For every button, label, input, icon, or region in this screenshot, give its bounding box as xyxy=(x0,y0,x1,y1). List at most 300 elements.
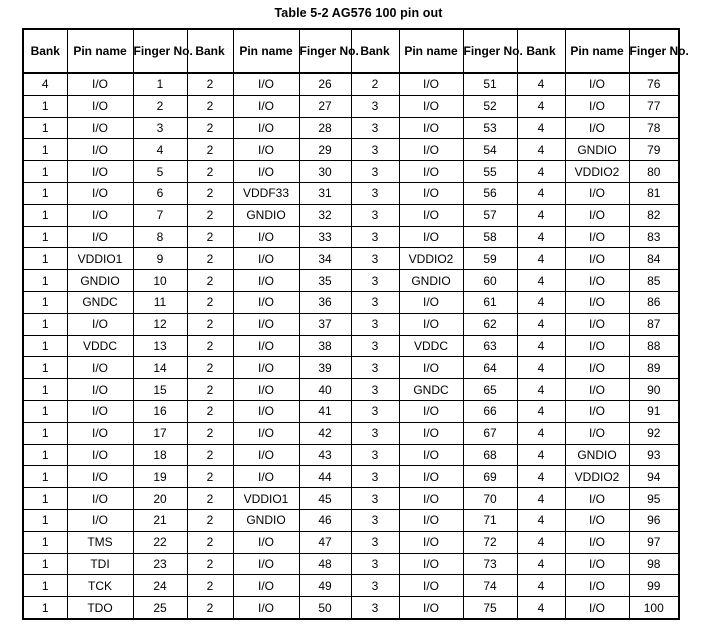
cell-bank: 4 xyxy=(517,531,565,553)
cell-pin-name: I/O xyxy=(565,335,629,357)
cell-finger-no: 23 xyxy=(133,553,187,575)
cell-pin-name: I/O xyxy=(233,117,299,139)
cell-finger-no: 41 xyxy=(299,400,351,422)
cell-finger-no: 10 xyxy=(133,270,187,292)
cell-finger-no: 63 xyxy=(463,335,517,357)
cell-pin-name: I/O xyxy=(67,422,133,444)
cell-pin-name: I/O xyxy=(67,73,133,95)
cell-finger-no: 32 xyxy=(299,204,351,226)
cell-bank: 3 xyxy=(351,161,399,183)
cell-bank: 3 xyxy=(351,575,399,597)
table-row xyxy=(23,291,679,313)
cell-finger-no: 50 xyxy=(299,597,351,619)
cell-finger-no: 98 xyxy=(629,553,679,575)
header-pin-name: Pin name xyxy=(565,29,629,73)
cell-bank: 2 xyxy=(187,313,233,335)
table-row xyxy=(23,182,679,204)
table-row xyxy=(23,73,679,95)
cell-pin-name: I/O xyxy=(565,117,629,139)
cell-pin-name: GNDIO xyxy=(233,509,299,531)
cell-finger-no: 54 xyxy=(463,139,517,161)
cell-bank: 1 xyxy=(23,335,67,357)
cell-pin-name: I/O xyxy=(67,488,133,510)
cell-bank: 4 xyxy=(23,73,67,95)
cell-pin-name: I/O xyxy=(565,509,629,531)
cell-pin-name: I/O xyxy=(233,313,299,335)
cell-bank: 2 xyxy=(187,95,233,117)
cell-pin-name: VDDIO2 xyxy=(565,161,629,183)
cell-bank: 4 xyxy=(517,204,565,226)
cell-bank: 2 xyxy=(187,553,233,575)
cell-bank: 2 xyxy=(187,335,233,357)
cell-bank: 4 xyxy=(517,161,565,183)
cell-pin-name: I/O xyxy=(233,531,299,553)
cell-bank: 1 xyxy=(23,313,67,335)
cell-pin-name: I/O xyxy=(565,400,629,422)
table-row xyxy=(23,466,679,488)
cell-finger-no: 51 xyxy=(463,73,517,95)
cell-bank: 3 xyxy=(351,597,399,619)
cell-finger-no: 57 xyxy=(463,204,517,226)
cell-pin-name: TDI xyxy=(67,553,133,575)
cell-finger-no: 6 xyxy=(133,182,187,204)
cell-bank: 3 xyxy=(351,248,399,270)
cell-pin-name: GNDIO xyxy=(67,270,133,292)
cell-pin-name: I/O xyxy=(565,313,629,335)
cell-bank: 2 xyxy=(187,357,233,379)
table-row xyxy=(23,509,679,531)
cell-pin-name: I/O xyxy=(399,73,463,95)
cell-pin-name: I/O xyxy=(233,139,299,161)
cell-bank: 2 xyxy=(187,597,233,619)
cell-pin-name: I/O xyxy=(233,73,299,95)
cell-pin-name: GNDIO xyxy=(399,270,463,292)
cell-finger-no: 56 xyxy=(463,182,517,204)
cell-bank: 4 xyxy=(517,270,565,292)
cell-pin-name: TDO xyxy=(67,597,133,619)
cell-finger-no: 82 xyxy=(629,204,679,226)
cell-bank: 4 xyxy=(517,379,565,401)
header-bank: Bank xyxy=(517,29,565,73)
cell-finger-no: 85 xyxy=(629,270,679,292)
table-row xyxy=(23,161,679,183)
header-pin-name: Pin name xyxy=(399,29,463,73)
cell-bank: 3 xyxy=(351,139,399,161)
cell-bank: 1 xyxy=(23,488,67,510)
cell-bank: 1 xyxy=(23,117,67,139)
cell-bank: 3 xyxy=(351,204,399,226)
cell-pin-name: I/O xyxy=(67,509,133,531)
cell-bank: 1 xyxy=(23,509,67,531)
cell-pin-name: GNDIO xyxy=(565,444,629,466)
cell-finger-no: 40 xyxy=(299,379,351,401)
cell-bank: 3 xyxy=(351,422,399,444)
cell-bank: 1 xyxy=(23,531,67,553)
cell-bank: 2 xyxy=(187,466,233,488)
cell-bank: 4 xyxy=(517,248,565,270)
cell-finger-no: 48 xyxy=(299,553,351,575)
cell-finger-no: 92 xyxy=(629,422,679,444)
cell-pin-name: I/O xyxy=(399,204,463,226)
cell-bank: 2 xyxy=(187,444,233,466)
table-row xyxy=(23,117,679,139)
cell-pin-name: I/O xyxy=(67,161,133,183)
cell-pin-name: I/O xyxy=(233,575,299,597)
header-finger-no: Finger No. xyxy=(629,29,679,73)
header-pin-name: Pin name xyxy=(67,29,133,73)
cell-finger-no: 4 xyxy=(133,139,187,161)
cell-pin-name: I/O xyxy=(233,291,299,313)
cell-pin-name: I/O xyxy=(399,182,463,204)
table-row xyxy=(23,313,679,335)
cell-pin-name: I/O xyxy=(67,226,133,248)
cell-pin-name: I/O xyxy=(565,357,629,379)
cell-bank: 2 xyxy=(187,575,233,597)
cell-bank: 1 xyxy=(23,379,67,401)
cell-bank: 3 xyxy=(351,531,399,553)
cell-finger-no: 45 xyxy=(299,488,351,510)
cell-pin-name: I/O xyxy=(565,248,629,270)
cell-bank: 1 xyxy=(23,270,67,292)
cell-bank: 2 xyxy=(187,182,233,204)
cell-bank: 1 xyxy=(23,357,67,379)
cell-pin-name: I/O xyxy=(67,466,133,488)
cell-bank: 4 xyxy=(517,400,565,422)
table-row xyxy=(23,335,679,357)
cell-finger-no: 20 xyxy=(133,488,187,510)
cell-finger-no: 99 xyxy=(629,575,679,597)
cell-pin-name: I/O xyxy=(565,531,629,553)
cell-finger-no: 36 xyxy=(299,291,351,313)
cell-finger-no: 96 xyxy=(629,509,679,531)
cell-pin-name: I/O xyxy=(565,488,629,510)
cell-bank: 1 xyxy=(23,400,67,422)
cell-finger-no: 11 xyxy=(133,291,187,313)
cell-pin-name: I/O xyxy=(67,204,133,226)
cell-finger-no: 83 xyxy=(629,226,679,248)
cell-pin-name: I/O xyxy=(233,444,299,466)
table-body xyxy=(23,73,679,619)
cell-bank: 1 xyxy=(23,291,67,313)
cell-pin-name: GNDIO xyxy=(565,139,629,161)
cell-pin-name: I/O xyxy=(67,117,133,139)
cell-finger-no: 72 xyxy=(463,531,517,553)
cell-bank: 3 xyxy=(351,444,399,466)
cell-pin-name: I/O xyxy=(233,357,299,379)
cell-bank: 4 xyxy=(517,335,565,357)
cell-finger-no: 26 xyxy=(299,73,351,95)
cell-bank: 3 xyxy=(351,357,399,379)
cell-finger-no: 38 xyxy=(299,335,351,357)
cell-pin-name: I/O xyxy=(399,95,463,117)
cell-bank: 4 xyxy=(517,357,565,379)
cell-bank: 4 xyxy=(517,73,565,95)
cell-pin-name: I/O xyxy=(565,379,629,401)
cell-bank: 4 xyxy=(517,117,565,139)
cell-finger-no: 74 xyxy=(463,575,517,597)
cell-finger-no: 97 xyxy=(629,531,679,553)
cell-pin-name: I/O xyxy=(399,357,463,379)
cell-bank: 3 xyxy=(351,335,399,357)
header-finger-no: Finger No. xyxy=(299,29,351,73)
cell-finger-no: 21 xyxy=(133,509,187,531)
cell-bank: 3 xyxy=(351,379,399,401)
cell-bank: 2 xyxy=(187,400,233,422)
cell-finger-no: 47 xyxy=(299,531,351,553)
cell-pin-name: I/O xyxy=(399,531,463,553)
header-pin-name: Pin name xyxy=(233,29,299,73)
cell-bank: 2 xyxy=(187,531,233,553)
cell-pin-name: GNDIO xyxy=(233,204,299,226)
cell-finger-no: 70 xyxy=(463,488,517,510)
cell-bank: 4 xyxy=(517,575,565,597)
cell-bank: 2 xyxy=(187,139,233,161)
cell-pin-name: VDDC xyxy=(399,335,463,357)
cell-finger-no: 87 xyxy=(629,313,679,335)
cell-finger-no: 69 xyxy=(463,466,517,488)
cell-pin-name: GNDC xyxy=(67,291,133,313)
cell-pin-name: I/O xyxy=(399,161,463,183)
cell-finger-no: 25 xyxy=(133,597,187,619)
cell-bank: 3 xyxy=(351,466,399,488)
cell-pin-name: I/O xyxy=(399,226,463,248)
cell-pin-name: I/O xyxy=(67,95,133,117)
cell-pin-name: GNDC xyxy=(399,379,463,401)
cell-pin-name: I/O xyxy=(233,226,299,248)
cell-pin-name: I/O xyxy=(233,248,299,270)
cell-pin-name: I/O xyxy=(67,139,133,161)
cell-bank: 4 xyxy=(517,291,565,313)
cell-finger-no: 100 xyxy=(629,597,679,619)
cell-finger-no: 39 xyxy=(299,357,351,379)
cell-finger-no: 66 xyxy=(463,400,517,422)
cell-finger-no: 53 xyxy=(463,117,517,139)
cell-pin-name: I/O xyxy=(233,466,299,488)
cell-pin-name: VDDIO2 xyxy=(565,466,629,488)
cell-finger-no: 42 xyxy=(299,422,351,444)
cell-pin-name: I/O xyxy=(233,379,299,401)
cell-bank: 1 xyxy=(23,466,67,488)
cell-finger-no: 5 xyxy=(133,161,187,183)
cell-bank: 2 xyxy=(187,226,233,248)
table-row xyxy=(23,204,679,226)
cell-pin-name: I/O xyxy=(399,139,463,161)
cell-pin-name: I/O xyxy=(399,597,463,619)
cell-finger-no: 14 xyxy=(133,357,187,379)
cell-finger-no: 24 xyxy=(133,575,187,597)
cell-pin-name: I/O xyxy=(565,204,629,226)
cell-bank: 3 xyxy=(351,270,399,292)
cell-finger-no: 46 xyxy=(299,509,351,531)
table-row xyxy=(23,488,679,510)
cell-pin-name: I/O xyxy=(233,553,299,575)
cell-pin-name: I/O xyxy=(399,422,463,444)
cell-finger-no: 64 xyxy=(463,357,517,379)
cell-finger-no: 16 xyxy=(133,400,187,422)
cell-finger-no: 55 xyxy=(463,161,517,183)
cell-bank: 3 xyxy=(351,291,399,313)
cell-finger-no: 29 xyxy=(299,139,351,161)
cell-finger-no: 95 xyxy=(629,488,679,510)
cell-pin-name: I/O xyxy=(233,597,299,619)
table-row xyxy=(23,422,679,444)
cell-pin-name: I/O xyxy=(233,335,299,357)
cell-finger-no: 58 xyxy=(463,226,517,248)
cell-finger-no: 15 xyxy=(133,379,187,401)
cell-bank: 1 xyxy=(23,553,67,575)
cell-pin-name: I/O xyxy=(399,575,463,597)
cell-bank: 4 xyxy=(517,422,565,444)
cell-finger-no: 75 xyxy=(463,597,517,619)
cell-finger-no: 89 xyxy=(629,357,679,379)
cell-pin-name: I/O xyxy=(67,357,133,379)
cell-bank: 4 xyxy=(517,226,565,248)
cell-finger-no: 27 xyxy=(299,95,351,117)
cell-bank: 1 xyxy=(23,161,67,183)
cell-bank: 3 xyxy=(351,226,399,248)
cell-bank: 3 xyxy=(351,117,399,139)
cell-pin-name: I/O xyxy=(565,575,629,597)
cell-finger-no: 73 xyxy=(463,553,517,575)
cell-bank: 3 xyxy=(351,400,399,422)
cell-pin-name: I/O xyxy=(233,270,299,292)
cell-bank: 1 xyxy=(23,422,67,444)
cell-finger-no: 8 xyxy=(133,226,187,248)
cell-bank: 3 xyxy=(351,488,399,510)
cell-pin-name: I/O xyxy=(399,553,463,575)
cell-pin-name: I/O xyxy=(565,226,629,248)
cell-finger-no: 9 xyxy=(133,248,187,270)
cell-finger-no: 62 xyxy=(463,313,517,335)
cell-pin-name: I/O xyxy=(565,73,629,95)
cell-finger-no: 52 xyxy=(463,95,517,117)
cell-finger-no: 94 xyxy=(629,466,679,488)
cell-finger-no: 7 xyxy=(133,204,187,226)
cell-bank: 1 xyxy=(23,95,67,117)
cell-finger-no: 68 xyxy=(463,444,517,466)
cell-bank: 4 xyxy=(517,553,565,575)
cell-pin-name: I/O xyxy=(399,466,463,488)
cell-bank: 2 xyxy=(187,204,233,226)
cell-finger-no: 86 xyxy=(629,291,679,313)
cell-bank: 2 xyxy=(187,422,233,444)
cell-finger-no: 77 xyxy=(629,95,679,117)
cell-bank: 4 xyxy=(517,139,565,161)
cell-finger-no: 71 xyxy=(463,509,517,531)
cell-pin-name: I/O xyxy=(233,422,299,444)
cell-bank: 2 xyxy=(187,270,233,292)
cell-pin-name: I/O xyxy=(399,117,463,139)
cell-pin-name: I/O xyxy=(399,509,463,531)
cell-bank: 1 xyxy=(23,248,67,270)
cell-finger-no: 12 xyxy=(133,313,187,335)
cell-finger-no: 2 xyxy=(133,95,187,117)
cell-pin-name: I/O xyxy=(399,291,463,313)
cell-finger-no: 30 xyxy=(299,161,351,183)
cell-bank: 2 xyxy=(187,117,233,139)
cell-pin-name: I/O xyxy=(565,95,629,117)
cell-pin-name: I/O xyxy=(67,444,133,466)
table-row xyxy=(23,248,679,270)
cell-bank: 1 xyxy=(23,597,67,619)
cell-bank: 3 xyxy=(351,313,399,335)
cell-finger-no: 33 xyxy=(299,226,351,248)
cell-pin-name: I/O xyxy=(565,597,629,619)
table-caption: Table 5-2 AG576 100 pin out xyxy=(274,6,443,20)
cell-finger-no: 35 xyxy=(299,270,351,292)
cell-finger-no: 34 xyxy=(299,248,351,270)
cell-bank: 3 xyxy=(351,95,399,117)
cell-finger-no: 13 xyxy=(133,335,187,357)
cell-bank: 2 xyxy=(187,488,233,510)
cell-pin-name: I/O xyxy=(233,95,299,117)
cell-pin-name: I/O xyxy=(233,400,299,422)
cell-bank: 4 xyxy=(517,597,565,619)
cell-bank: 1 xyxy=(23,139,67,161)
header-bank: Bank xyxy=(187,29,233,73)
cell-pin-name: I/O xyxy=(565,291,629,313)
table-row xyxy=(23,597,679,619)
cell-bank: 2 xyxy=(187,379,233,401)
cell-bank: 3 xyxy=(351,553,399,575)
cell-finger-no: 17 xyxy=(133,422,187,444)
cell-finger-no: 65 xyxy=(463,379,517,401)
cell-pin-name: I/O xyxy=(67,313,133,335)
cell-pin-name: I/O xyxy=(399,313,463,335)
cell-finger-no: 78 xyxy=(629,117,679,139)
cell-finger-no: 22 xyxy=(133,531,187,553)
header-bank: Bank xyxy=(351,29,399,73)
table-row xyxy=(23,95,679,117)
cell-finger-no: 91 xyxy=(629,400,679,422)
table-row xyxy=(23,139,679,161)
cell-finger-no: 93 xyxy=(629,444,679,466)
cell-finger-no: 67 xyxy=(463,422,517,444)
table-row xyxy=(23,379,679,401)
cell-pin-name: VDDIO1 xyxy=(67,248,133,270)
cell-finger-no: 88 xyxy=(629,335,679,357)
cell-finger-no: 37 xyxy=(299,313,351,335)
cell-pin-name: I/O xyxy=(565,422,629,444)
cell-finger-no: 59 xyxy=(463,248,517,270)
cell-bank: 4 xyxy=(517,182,565,204)
cell-pin-name: I/O xyxy=(233,161,299,183)
cell-pin-name: I/O xyxy=(399,488,463,510)
table-header-row xyxy=(23,29,679,73)
cell-pin-name: I/O xyxy=(565,182,629,204)
cell-finger-no: 84 xyxy=(629,248,679,270)
cell-finger-no: 31 xyxy=(299,182,351,204)
table-row xyxy=(23,400,679,422)
cell-finger-no: 18 xyxy=(133,444,187,466)
cell-bank: 4 xyxy=(517,466,565,488)
cell-bank: 4 xyxy=(517,95,565,117)
cell-pin-name: I/O xyxy=(67,379,133,401)
cell-finger-no: 3 xyxy=(133,117,187,139)
cell-bank: 1 xyxy=(23,226,67,248)
cell-bank: 1 xyxy=(23,444,67,466)
cell-bank: 2 xyxy=(187,291,233,313)
cell-pin-name: TMS xyxy=(67,531,133,553)
cell-finger-no: 28 xyxy=(299,117,351,139)
cell-finger-no: 43 xyxy=(299,444,351,466)
cell-pin-name: I/O xyxy=(67,182,133,204)
cell-bank: 2 xyxy=(187,161,233,183)
cell-pin-name: VDDIO2 xyxy=(399,248,463,270)
cell-finger-no: 19 xyxy=(133,466,187,488)
cell-finger-no: 1 xyxy=(133,73,187,95)
cell-finger-no: 44 xyxy=(299,466,351,488)
